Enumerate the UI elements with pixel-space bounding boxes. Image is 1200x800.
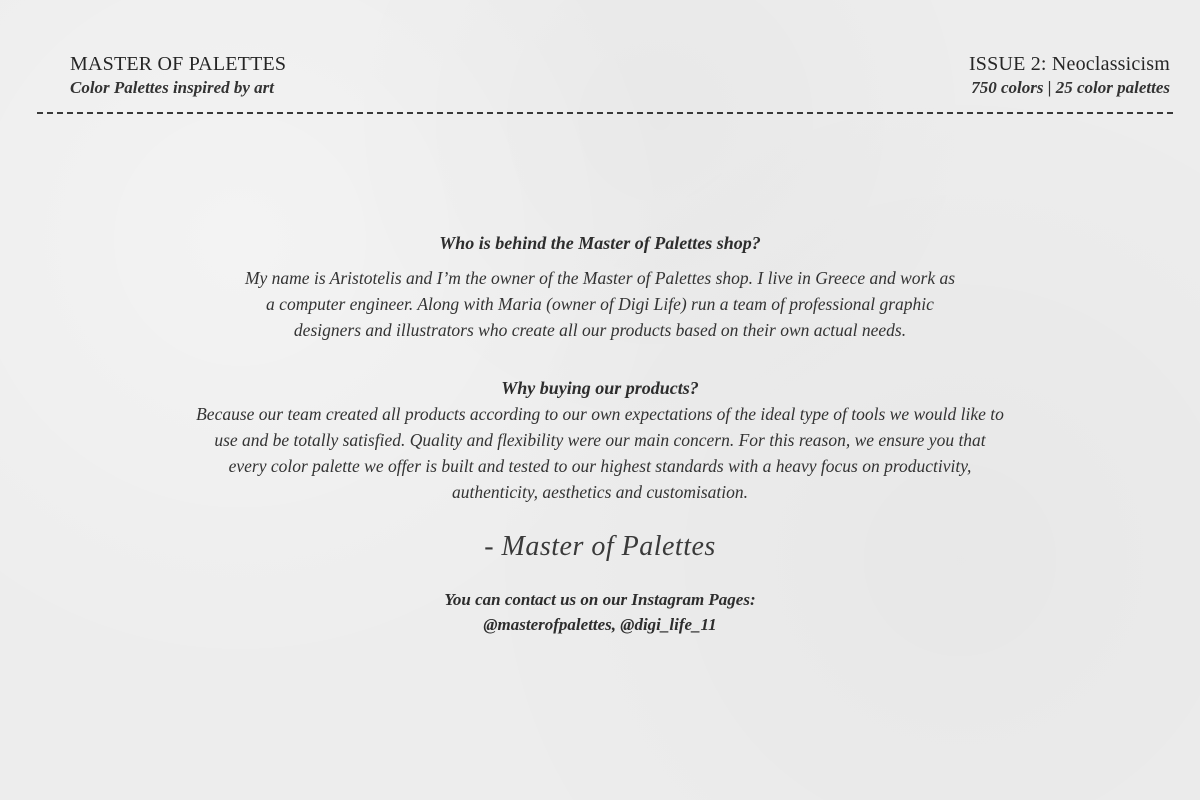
issue-header [969,52,1170,100]
section-why [100,375,1100,505]
body-line: every color palette we offer is built and tested to our highest standards with a heavy focus on productivity, [228,456,972,476]
section-body [100,265,1100,343]
contact-heading: You can contact us on our Instagram Pages: [444,590,756,609]
contact-block [100,587,1100,637]
brand-header [70,52,286,100]
body-line: use and be totally satisfied. Quality and flexibility were our main concern. For this reason, we ensure you that [214,430,986,450]
brand-title: MASTER OF PALETTES [70,53,287,75]
body-line: a computer engineer. Along with Maria (owner of Digi Life) run a team of professional graphic [266,294,934,314]
main-content [100,230,1100,637]
section-title: Who is behind the Master of Palettes shop? [439,233,761,253]
section-body [100,401,1100,505]
body-line: authenticity, aesthetics and customisation. [451,482,748,502]
dashed-divider [37,112,1173,114]
instagram-handles: @masterofpalettes, @digi_life_11 [483,615,717,634]
body-line: My name is Aristotelis and I’m the owner of the Master of Palettes shop. I live in Greece and work as [244,268,956,288]
brand-subtitle: Color Palettes inspired by art [70,78,274,97]
signature: - Master of Palettes [484,531,716,562]
section-about [100,230,1100,343]
body-line: designers and illustrators who create all our products based on their own actual needs. [293,320,907,340]
issue-subtitle: 750 colors | 25 color palettes [971,78,1170,97]
section-title: Why buying our products? [501,378,699,398]
body-line: Because our team created all products according to our own expectations of the ideal type of tools we would like to [196,404,1004,424]
issue-title: ISSUE 2: Neoclassicism [968,53,1170,75]
